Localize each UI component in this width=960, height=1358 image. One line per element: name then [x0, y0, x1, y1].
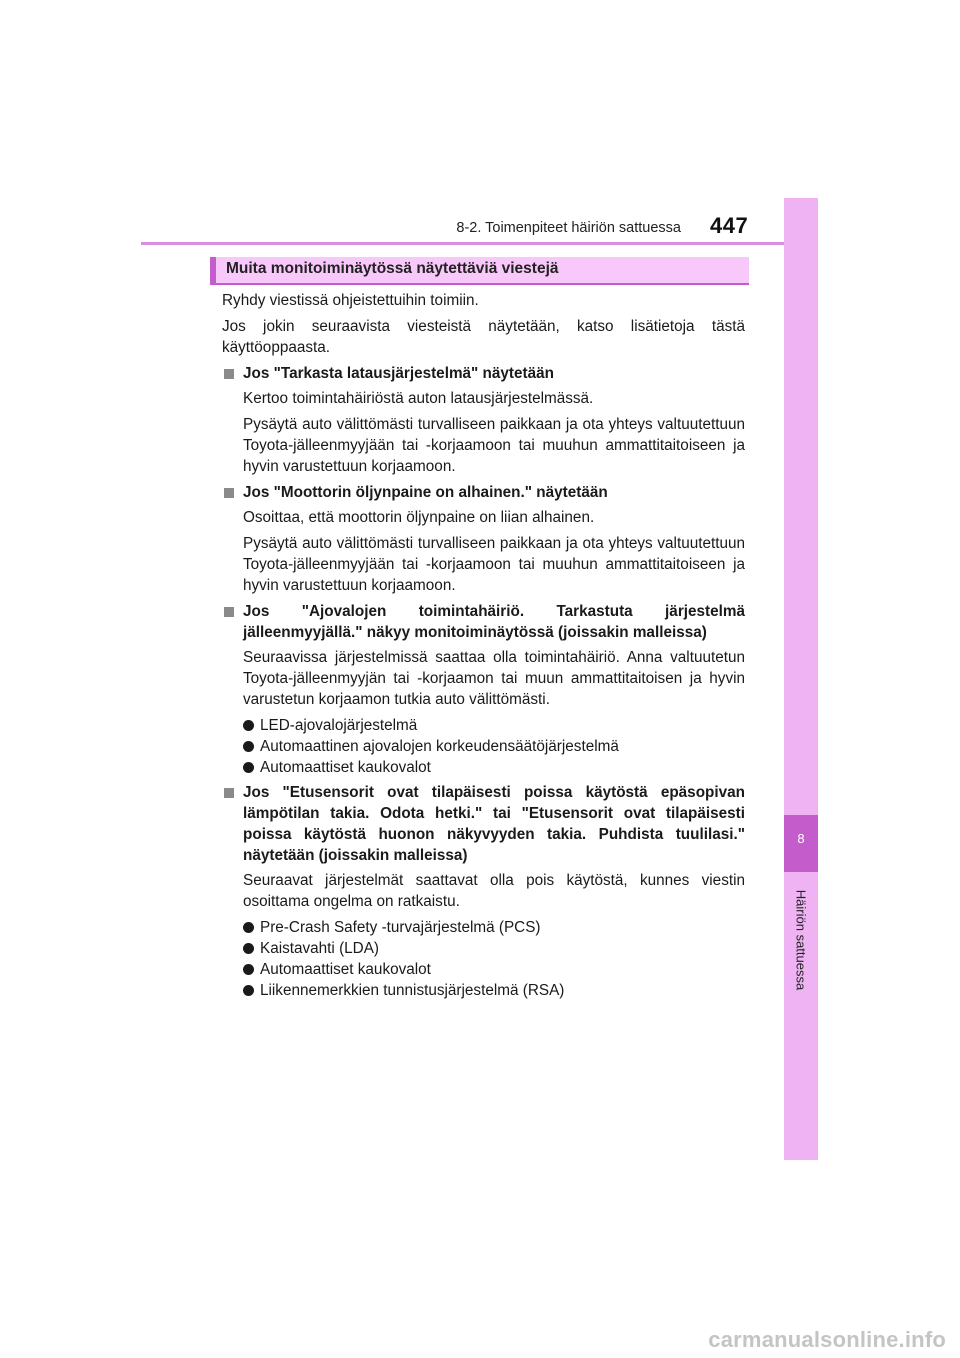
list-item — [243, 938, 745, 959]
list-item-text: Pre-Crash Safety -turvajärjestelmä (PCS) — [260, 919, 541, 936]
message-paragraph: Seuraavissa järjestelmissä saattaa olla toimintahäiriö. Anna valtuutetun Toyota-jälleenmyyjän tai -korjaamon tai muun ammattitaitoisen ja hyvin varustetun korjaamon tutkia auto välittömästi. — [243, 649, 745, 708]
message-body — [222, 647, 745, 778]
system-list — [243, 715, 745, 778]
message-item — [222, 482, 745, 596]
list-item — [243, 715, 745, 736]
message-body — [222, 870, 745, 1001]
message-item — [222, 782, 745, 1001]
dot-bullet-icon — [243, 943, 254, 954]
dot-bullet-icon — [243, 964, 254, 975]
breadcrumb: 8-2. Toimenpiteet häiriön sattuessa — [456, 220, 681, 236]
list-item-text: LED-ajovalojärjestelmä — [260, 717, 418, 734]
list-item — [243, 959, 745, 980]
message-paragraph: Osoittaa, että moottorin öljynpaine on liian alhainen. — [243, 509, 595, 526]
intro-paragraph: Ryhdy viestissä ohjeistettuihin toimiin. — [222, 292, 479, 309]
page-number: 447 — [710, 213, 749, 238]
message-heading-text: Jos "Etusensorit ovat tilapäisesti poissa käytöstä epäsopivan lämpötilan takia. Odota hetki." tai "Etusensorit ovat tilapäisesti poissa käytöstä huonon näkyvyyden takia. Puhdista tuulilasi." näytetään (joissakin malleissa) — [243, 784, 745, 864]
message-body — [222, 507, 745, 596]
dot-bullet-icon — [243, 762, 254, 773]
list-item-text: Liikennemerkkien tunnistusjärjestelmä (RSA) — [260, 982, 565, 999]
watermark: carmanualsonline.info — [708, 1327, 946, 1352]
list-item — [243, 757, 745, 778]
chapter-title: Häiriön sattuessa — [793, 889, 809, 991]
message-body — [222, 388, 745, 477]
message-item — [222, 363, 745, 477]
list-item — [243, 736, 745, 757]
message-paragraph: Pysäytä auto välittömästi turvalliseen paikkaan ja ota yhteys valtuutettuun Toyota-jälleenmyyjään tai -korjaamoon tai muuhun ammattitaitoiseen ja hyvin varustettuun korjaamoon. — [243, 416, 745, 475]
dot-bullet-icon — [243, 741, 254, 752]
message-heading — [222, 601, 745, 643]
square-bullet-icon — [224, 607, 234, 617]
section-banner-accent — [210, 257, 216, 283]
message-heading-text: Jos "Ajovalojen toimintahäiriö. Tarkastuta järjestelmä jälleenmyyjällä." näkyy monitoiminäytössä (joissakin malleissa) — [243, 603, 745, 641]
message-heading-text: Jos "Moottorin öljynpaine on alhainen." näytetään — [243, 484, 608, 501]
message-item — [222, 601, 745, 778]
message-paragraph: Pysäytä auto välittömästi turvalliseen paikkaan ja ota yhteys valtuutettuun Toyota-jälleenmyyjään tai -korjaamoon tai muuhun ammattitaitoiseen ja hyvin varustettuun korjaamoon. — [243, 535, 745, 594]
list-item — [243, 980, 745, 1001]
section-content — [222, 290, 745, 1005]
message-heading — [222, 363, 745, 384]
list-item-text: Kaistavahti (LDA) — [260, 940, 380, 957]
square-bullet-icon — [224, 488, 234, 498]
message-heading-text: Jos "Tarkasta latausjärjestelmä" näytetään — [243, 365, 554, 382]
dot-bullet-icon — [243, 922, 254, 933]
dot-bullet-icon — [243, 985, 254, 996]
dot-bullet-icon — [243, 720, 254, 731]
square-bullet-icon — [224, 788, 234, 798]
header-divider — [141, 242, 818, 245]
list-item-text: Automaattiset kaukovalot — [260, 759, 431, 776]
list-item-text: Automaattinen ajovalojen korkeudensäätöjärjestelmä — [260, 738, 619, 755]
message-heading — [222, 782, 745, 866]
message-paragraph: Kertoo toimintahäiriöstä auton latausjärjestelmässä. — [243, 390, 594, 407]
list-item — [243, 917, 745, 938]
intro-paragraph: Jos jokin seuraavista viesteistä näytetään, katso lisätietoja tästä käyttöoppaasta. — [222, 318, 745, 356]
system-list — [243, 917, 745, 1001]
chapter-number: 8 — [797, 831, 805, 846]
chapter-side-tab[interactable] — [784, 198, 818, 1160]
message-paragraph: Seuraavat järjestelmät saattavat olla pois käytöstä, kunnes viestin osoittama ongelma on ratkaistu. — [243, 872, 745, 910]
section-title: Muita monitoiminäytössä näytettäviä viestejä — [226, 260, 559, 277]
list-item-text: Automaattiset kaukovalot — [260, 961, 431, 978]
message-heading — [222, 482, 745, 503]
section-banner — [210, 257, 749, 285]
square-bullet-icon — [224, 369, 234, 379]
